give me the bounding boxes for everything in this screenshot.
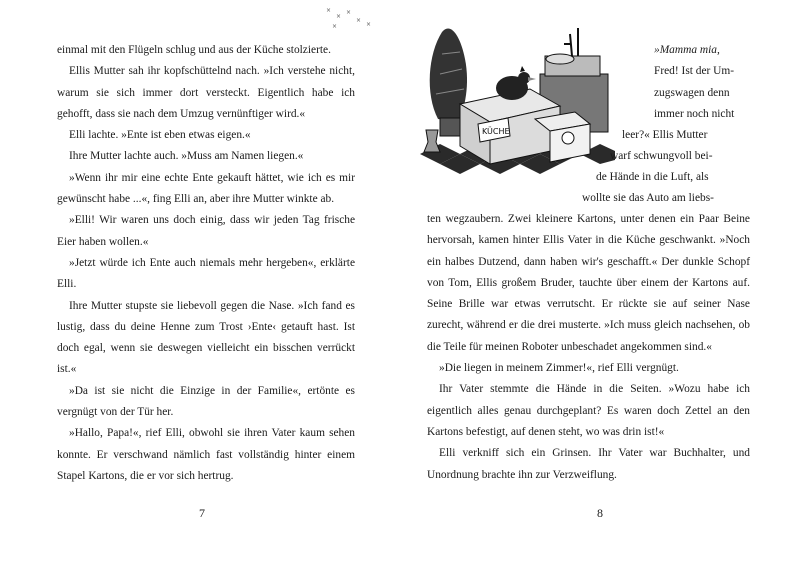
paragraph: Elli lachte. »Ente ist eben etwas eigen.« <box>69 129 251 142</box>
text-line: de Hände in die Luft, als <box>596 171 709 183</box>
svg-text:×: × <box>346 9 352 16</box>
paragraph: Ihre Mutter lachte auch. »Muss am Namen liegen.« <box>69 150 304 163</box>
text-line: Fred! Ist der Um- <box>654 65 735 78</box>
decorative-stars <box>322 2 382 36</box>
svg-text:×: × <box>332 23 338 30</box>
paragraph: Ellis Mutter sah ihr kopfschüttelnd nach. »Ich verstehe nicht, warum sie sich immer dort versteckt. Eigentlich habe ich gehofft, dass sie nach dem Umzug vernünftiger wird.« <box>57 65 355 120</box>
text-line-block <box>582 188 750 209</box>
right-page-text <box>427 209 750 486</box>
paragraph: »Jetzt würde ich Ente auch niemals mehr hergeben«, erklärte Elli. <box>57 256 355 291</box>
svg-text:×: × <box>366 21 372 28</box>
text-line: warf schwungvoll bei- <box>610 150 713 162</box>
svg-text:×: × <box>326 7 332 14</box>
text-line: immer noch nicht <box>654 107 735 120</box>
page-number: 8 <box>597 506 603 520</box>
paragraph: »Da ist sie nicht die Einzige in der Familie«, ertönte es vergnügt von der Tür her. <box>57 384 355 419</box>
paragraph: »Elli! Wir waren uns doch einig, dass wir jeden Tag frische Eier haben wollen.« <box>57 214 355 248</box>
paragraph: einmal mit den Flügeln schlug und aus der Küche stolzierte. <box>57 44 331 56</box>
left-page-text <box>57 40 355 487</box>
text-line: »Mamma mia, <box>654 44 720 56</box>
paragraph: »Wenn ihr mir eine echte Ente gekauft hättet, wie ich es mir gewünscht habe ...«, fing Elli an, aber ihre Mutter winkte ab. <box>57 171 355 206</box>
box-label: KÜCHE <box>482 127 510 136</box>
text-line-block <box>610 146 750 167</box>
wrapped-text-column <box>654 40 750 125</box>
paragraph: »Hallo, Papa!«, rief Elli, obwohl sie ihren Vater kaum sehen konnte. Er verschwand nämlich fast vollständig hinter einem Stapel Kartons, die er vor sich hertrug. <box>57 427 355 482</box>
paragraph: »Die liegen in meinem Zimmer!«, rief Elli vergnügt. <box>439 362 679 375</box>
paragraph: Elli verkniff sich ein Grinsen. Ihr Vater war Buchhalter, und Unordnung brachte ihn zur Verzweiflung. <box>427 447 750 481</box>
text-line: wollte sie das Auto am liebs- <box>582 192 714 204</box>
paragraph: ten wegzaubern. Zwei kleinere Kartons, unter denen ein Paar Beine hervorsah, kamen hinter Ellis Vater in die Küche geschwankt. »Noch ein halbes Dutzend, dann haben wir's geschafft.« Der dunkle Schopf von Tom, Ellis großem Bruder, tauchte über einem der Kartons auf. Seine Brille war etwas verrutscht. Er rückte sie auf seiner Nase zurecht, während er die drei musterte. »Ich muss gleich nachsehen, ob die Teile für meinen Roboter unbeschadet angekommen sind.« <box>427 213 750 353</box>
paragraph: Ihre Mutter stupste sie liebevoll gegen die Nase. »Ich fand es lustig, dass du deine Henne zum Trost ›Ente‹ getauft hast. Ist doch egal, wenn sie deswegen vielleicht ein bisschen verrückt ist.« <box>57 299 355 376</box>
text-line-block <box>596 167 750 188</box>
page-number: 7 <box>199 506 205 520</box>
svg-text:×: × <box>356 17 362 24</box>
paragraph: Ihr Vater stemmte die Hände in die Seiten. »Wozu habe ich eigentlich alles genau durchgeplant? Es waren doch Zettel an den Kartons befestigt, auf denen steht, wo was drin ist!« <box>427 383 750 438</box>
text-line-block <box>622 125 750 146</box>
text-line: leer?« Ellis Mutter <box>622 129 708 141</box>
text-line: zugswagen denn <box>654 86 730 99</box>
svg-text:×: × <box>336 13 342 20</box>
kitchen-boxes-illustration <box>420 14 615 186</box>
